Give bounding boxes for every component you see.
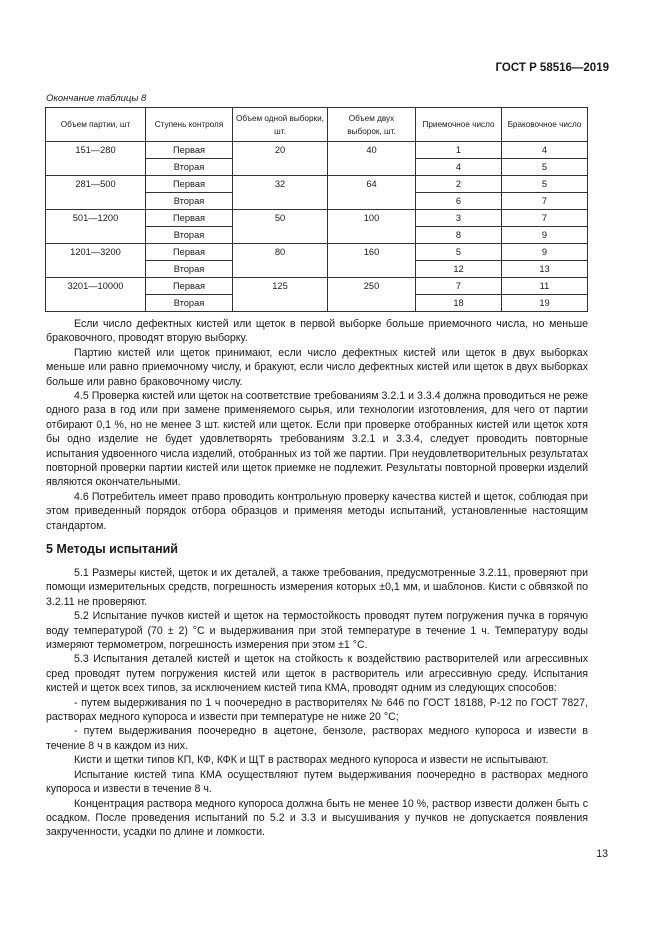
rejection-cell: 5 [502, 176, 588, 193]
acceptance-cell: 18 [416, 295, 502, 312]
acceptance-cell: 12 [416, 261, 502, 278]
rejection-cell: 13 [502, 261, 588, 278]
rejection-cell: 5 [502, 159, 588, 176]
two-samples-cell: 250 [328, 278, 416, 312]
lot-size-cell: 281—500 [46, 176, 146, 210]
acceptance-cell: 8 [416, 227, 502, 244]
paragraph: 4.5 Проверка кистей или щеток на соответствие требованиям 3.2.1 и 3.3.4 должна проводиться не реже одного раза в год или при замене применяемого сырья, или технологии изготовления, для чего от партии отбирают 0,1 %, но не менее 3 шт. кистей или щеток. Если при проверке отобранных кистей или щеток хотя бы одно изделие не будет удовлетворять требованиям 3.2.1 и 3.3.4, следует проводить повторные испытания удвоенного числа изделий, отобранных из той же партии. При неудовлетворительных результатах повторной проверки партии кистей или щеток приемке не подлежит. Результаты повторной проверки изделий являются окончательными. [46, 390, 588, 489]
acceptance-cell: 3 [416, 210, 502, 227]
paragraph: Партию кистей или щеток принимают, если число дефектных кистей или щеток в двух выборках меньше или равно приемочному числу, и бракуют, если число дефектных кистей или щеток в двух выборках больше или равно браковочному числу. [46, 346, 588, 388]
acceptance-cell: 1 [416, 142, 502, 159]
stage-cell: Первая [146, 142, 233, 159]
col-header-rejection: Браковочное число [502, 108, 588, 142]
lot-size-cell: 151—280 [46, 142, 146, 176]
stage-cell: Вторая [146, 227, 233, 244]
paragraph: - путем выдерживания поочередно в ацетоне, бензоле, растворах медного купороса и извести в течение 8 ч в каждом из них. [46, 725, 588, 752]
rejection-cell: 11 [502, 278, 588, 295]
paragraph: Испытание кистей типа КМА осуществляют путем выдерживания поочередно в растворах медного купороса и извести в течение 8 ч. [46, 768, 588, 796]
stage-cell: Вторая [146, 193, 233, 210]
one-sample-cell: 125 [233, 278, 328, 312]
col-header-one-sample: Объем одной выборки, шт. [233, 108, 328, 142]
acceptance-cell: 5 [416, 244, 502, 261]
acceptance-cell: 2 [416, 176, 502, 193]
stage-cell: Первая [146, 278, 233, 295]
rejection-cell: 7 [502, 210, 588, 227]
stage-cell: Первая [146, 244, 233, 261]
stage-cell: Вторая [146, 295, 233, 312]
col-header-lot-size: Объем партии, шт [46, 108, 146, 142]
one-sample-cell: 80 [233, 244, 328, 278]
acceptance-cell: 4 [416, 159, 502, 176]
table-8 [45, 107, 588, 312]
col-header-two-samples: Объем двух выборок, шт. [328, 108, 416, 142]
acceptance-cell: 6 [416, 193, 502, 210]
two-samples-cell: 64 [328, 176, 416, 210]
rejection-cell: 4 [502, 142, 588, 159]
table-caption: Окончание таблицы 8 [46, 93, 147, 104]
paragraph: 5.2 Испытание пучков кистей и щеток на термостойкость проводят путем погружения пучка в горячую воду температурой (70 ± 2) °С и выдерживания при этой температуре в течение 1 ч. Температуру воды измеряют термометром, погрешность измерения при этом ±1 °С. [46, 610, 588, 652]
rejection-cell: 19 [502, 295, 588, 312]
page-number: 13 [596, 848, 608, 860]
section-4-text [46, 317, 588, 533]
table-header-row [46, 108, 588, 142]
lot-size-cell: 3201—10000 [46, 278, 146, 312]
stage-cell: Вторая [146, 261, 233, 278]
acceptance-cell: 7 [416, 278, 502, 295]
table-row [46, 142, 588, 159]
stage-cell: Первая [146, 176, 233, 193]
paragraph: Кисти и щетки типов КП, КФ, КФК и ЩТ в растворах медного купороса и извести не испытывают. [74, 754, 549, 767]
stage-cell: Первая [146, 210, 233, 227]
one-sample-cell: 20 [233, 142, 328, 176]
one-sample-cell: 50 [233, 210, 328, 244]
paragraph: Концентрация раствора медного купороса должна быть не менее 10 %, раствор извести должен быть с осадком. После проведения испытаний по 5.2 и 3.3 и высушивания у пучков не допускается появления закрученности, усадки по длине и ломкости. [46, 797, 588, 839]
col-header-acceptance: Приемочное число [416, 108, 502, 142]
paragraph: 5.3 Испытания деталей кистей и щеток на стойкость к воздействию растворителей или агрессивных сред проводят путем погружения кистей или щеток в растворитель или агрессивную среду. Испытания кистей и щеток всех типов, за исключением кистей типа КМА, проводят одним из следующих способов: [46, 653, 588, 695]
one-sample-cell: 32 [233, 176, 328, 210]
paragraph: Если число дефектных кистей или щеток в первой выборке больше приемочного числа, но меньше браковочного, проводят вторую выборку. [46, 318, 588, 345]
table-row [46, 244, 588, 261]
two-samples-cell: 160 [328, 244, 416, 278]
section-5-heading: 5 Методы испытаний [46, 542, 178, 556]
table-row [46, 176, 588, 193]
section-5-text [46, 566, 588, 840]
rejection-cell: 9 [502, 244, 588, 261]
paragraph: 5.1 Размеры кистей, щеток и их деталей, а также требования, предусмотренные 3.2.11, проверяют при помощи измерительных средств, погрешность измерения которых ±0,1 мм, и шаблонов. Кисти с обвязкой по 3.2.11 не проверяют. [46, 567, 588, 608]
standard-number: ГОСТ Р 58516—2019 [495, 62, 609, 74]
paragraph: - путем выдерживания по 1 ч поочередно в растворителях № 646 по ГОСТ 18188, Р-12 по ГОСТ 7827, растворах медного купороса и извести при температуре не ниже 20 °С; [46, 696, 588, 724]
rejection-cell: 7 [502, 193, 588, 210]
two-samples-cell: 40 [328, 142, 416, 176]
two-samples-cell: 100 [328, 210, 416, 244]
stage-cell: Вторая [146, 159, 233, 176]
col-header-stage: Ступень контроля [146, 108, 233, 142]
rejection-cell: 9 [502, 227, 588, 244]
paragraph: 4.6 Потребитель имеет право проводить контрольную проверку качества кистей и щеток, соблюдая при этом приведенный порядок отбора образцов и применяя методы испытаний, установленные настоящим стандартом. [46, 490, 588, 532]
lot-size-cell: 1201—3200 [46, 244, 146, 278]
table-row [46, 210, 588, 227]
lot-size-cell: 501—1200 [46, 210, 146, 244]
table-row [46, 278, 588, 295]
